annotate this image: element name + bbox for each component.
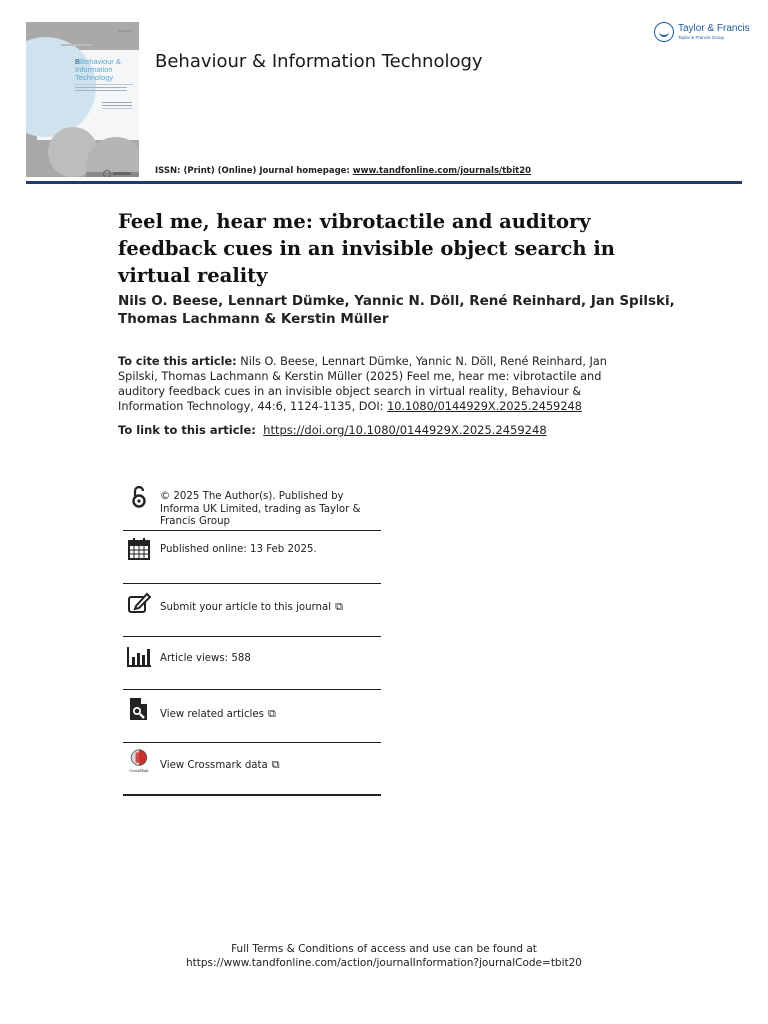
crossmark-row[interactable] <box>123 743 381 796</box>
taylor-francis-logo-icon <box>654 22 674 42</box>
article-title: Feel me, hear me: vibrotactile and auditory feedback cues in an invisible object search in virtual reality <box>118 210 615 287</box>
submit-row[interactable] <box>123 584 381 637</box>
crossmark-logo-text: CrossMark <box>129 768 149 773</box>
views-row <box>123 637 381 690</box>
cite-text: Nils O. Beese, Lennart Dümke, Yannic N. Döll, René Reinhard, Jan Spilski, Thomas Lachmann & Kerstin Müller (2025) Feel me, hear me: vibrotactile and auditory feedback cues in an invisible object search in virtual reality, Behaviour & Information Technology, 44:6, 1124-1135, DOI: <box>118 355 607 413</box>
publisher-name: Taylor & Francis <box>678 23 750 34</box>
submit-label: Submit your article to this journal <box>160 602 332 613</box>
published-date: Published online: 13 Feb 2025. <box>160 544 317 555</box>
related-articles-link[interactable] <box>160 708 381 722</box>
journal-cover-image <box>26 22 139 177</box>
open-access-row <box>123 481 381 531</box>
issn-line <box>155 166 531 176</box>
document-search-icon <box>127 697 151 721</box>
header-divider <box>26 181 742 184</box>
issn-label: ISSN: (Print) (Online) Journal homepage: <box>155 166 350 176</box>
cover-title: BBehaviour & Information Technology <box>75 57 121 82</box>
journal-homepage-link[interactable]: www.tandfonline.com/journals/tbit20 <box>352 166 532 176</box>
link-label: To link to this article: <box>118 423 256 437</box>
submit-article-link[interactable] <box>160 601 381 615</box>
article-info-list <box>123 481 381 796</box>
external-link-icon: ⧉ <box>267 707 276 720</box>
published-row <box>123 531 381 584</box>
article-doi-link[interactable]: https://doi.org/10.1080/0144929X.2025.2459248 <box>263 423 547 437</box>
edit-pencil-icon <box>127 591 151 615</box>
crossmark-icon <box>127 749 151 773</box>
footer <box>0 942 768 970</box>
article-link-line <box>118 423 547 437</box>
cite-label: To cite this article: <box>118 355 237 368</box>
crossmark-link[interactable] <box>160 759 381 773</box>
crossmark-label: View Crossmark data <box>160 760 268 771</box>
cover-publisher-logo <box>103 163 133 171</box>
bar-chart-icon <box>127 644 151 668</box>
cover-decoration <box>118 30 132 32</box>
external-link-icon: ⧉ <box>271 758 280 771</box>
calendar-icon <box>127 537 151 561</box>
publisher-logo[interactable] <box>654 22 754 46</box>
publisher-group: Taylor & Francis Group <box>678 35 725 40</box>
cover-decoration <box>102 102 132 103</box>
journal-name: Behaviour & Information Technology <box>155 51 483 72</box>
cover-subtitle-lines <box>75 84 133 95</box>
citation <box>118 354 648 414</box>
footer-terms-url[interactable]: https://www.tandfonline.com/action/journalInformation?journalCode=tbit20 <box>185 957 582 969</box>
open-access-text: © 2025 The Author(s). Published by Informa UK Limited, trading as Taylor & Francis Group <box>160 491 361 527</box>
related-row[interactable] <box>123 690 381 743</box>
open-access-lock-icon <box>127 485 151 509</box>
cite-doi-link[interactable]: 10.1080/0144929X.2025.2459248 <box>387 400 582 413</box>
article-authors: Nils O. Beese, Lennart Dümke, Yannic N. Döll, René Reinhard, Jan Spilski, Thomas Lachmann & Kerstin Müller <box>118 293 675 327</box>
cover-decoration <box>61 44 93 46</box>
related-label: View related articles <box>160 709 264 720</box>
footer-terms-text: Full Terms & Conditions of access and use can be found at <box>231 943 537 955</box>
external-link-icon: ⧉ <box>335 600 343 613</box>
article-views: Article views: 588 <box>160 653 251 664</box>
